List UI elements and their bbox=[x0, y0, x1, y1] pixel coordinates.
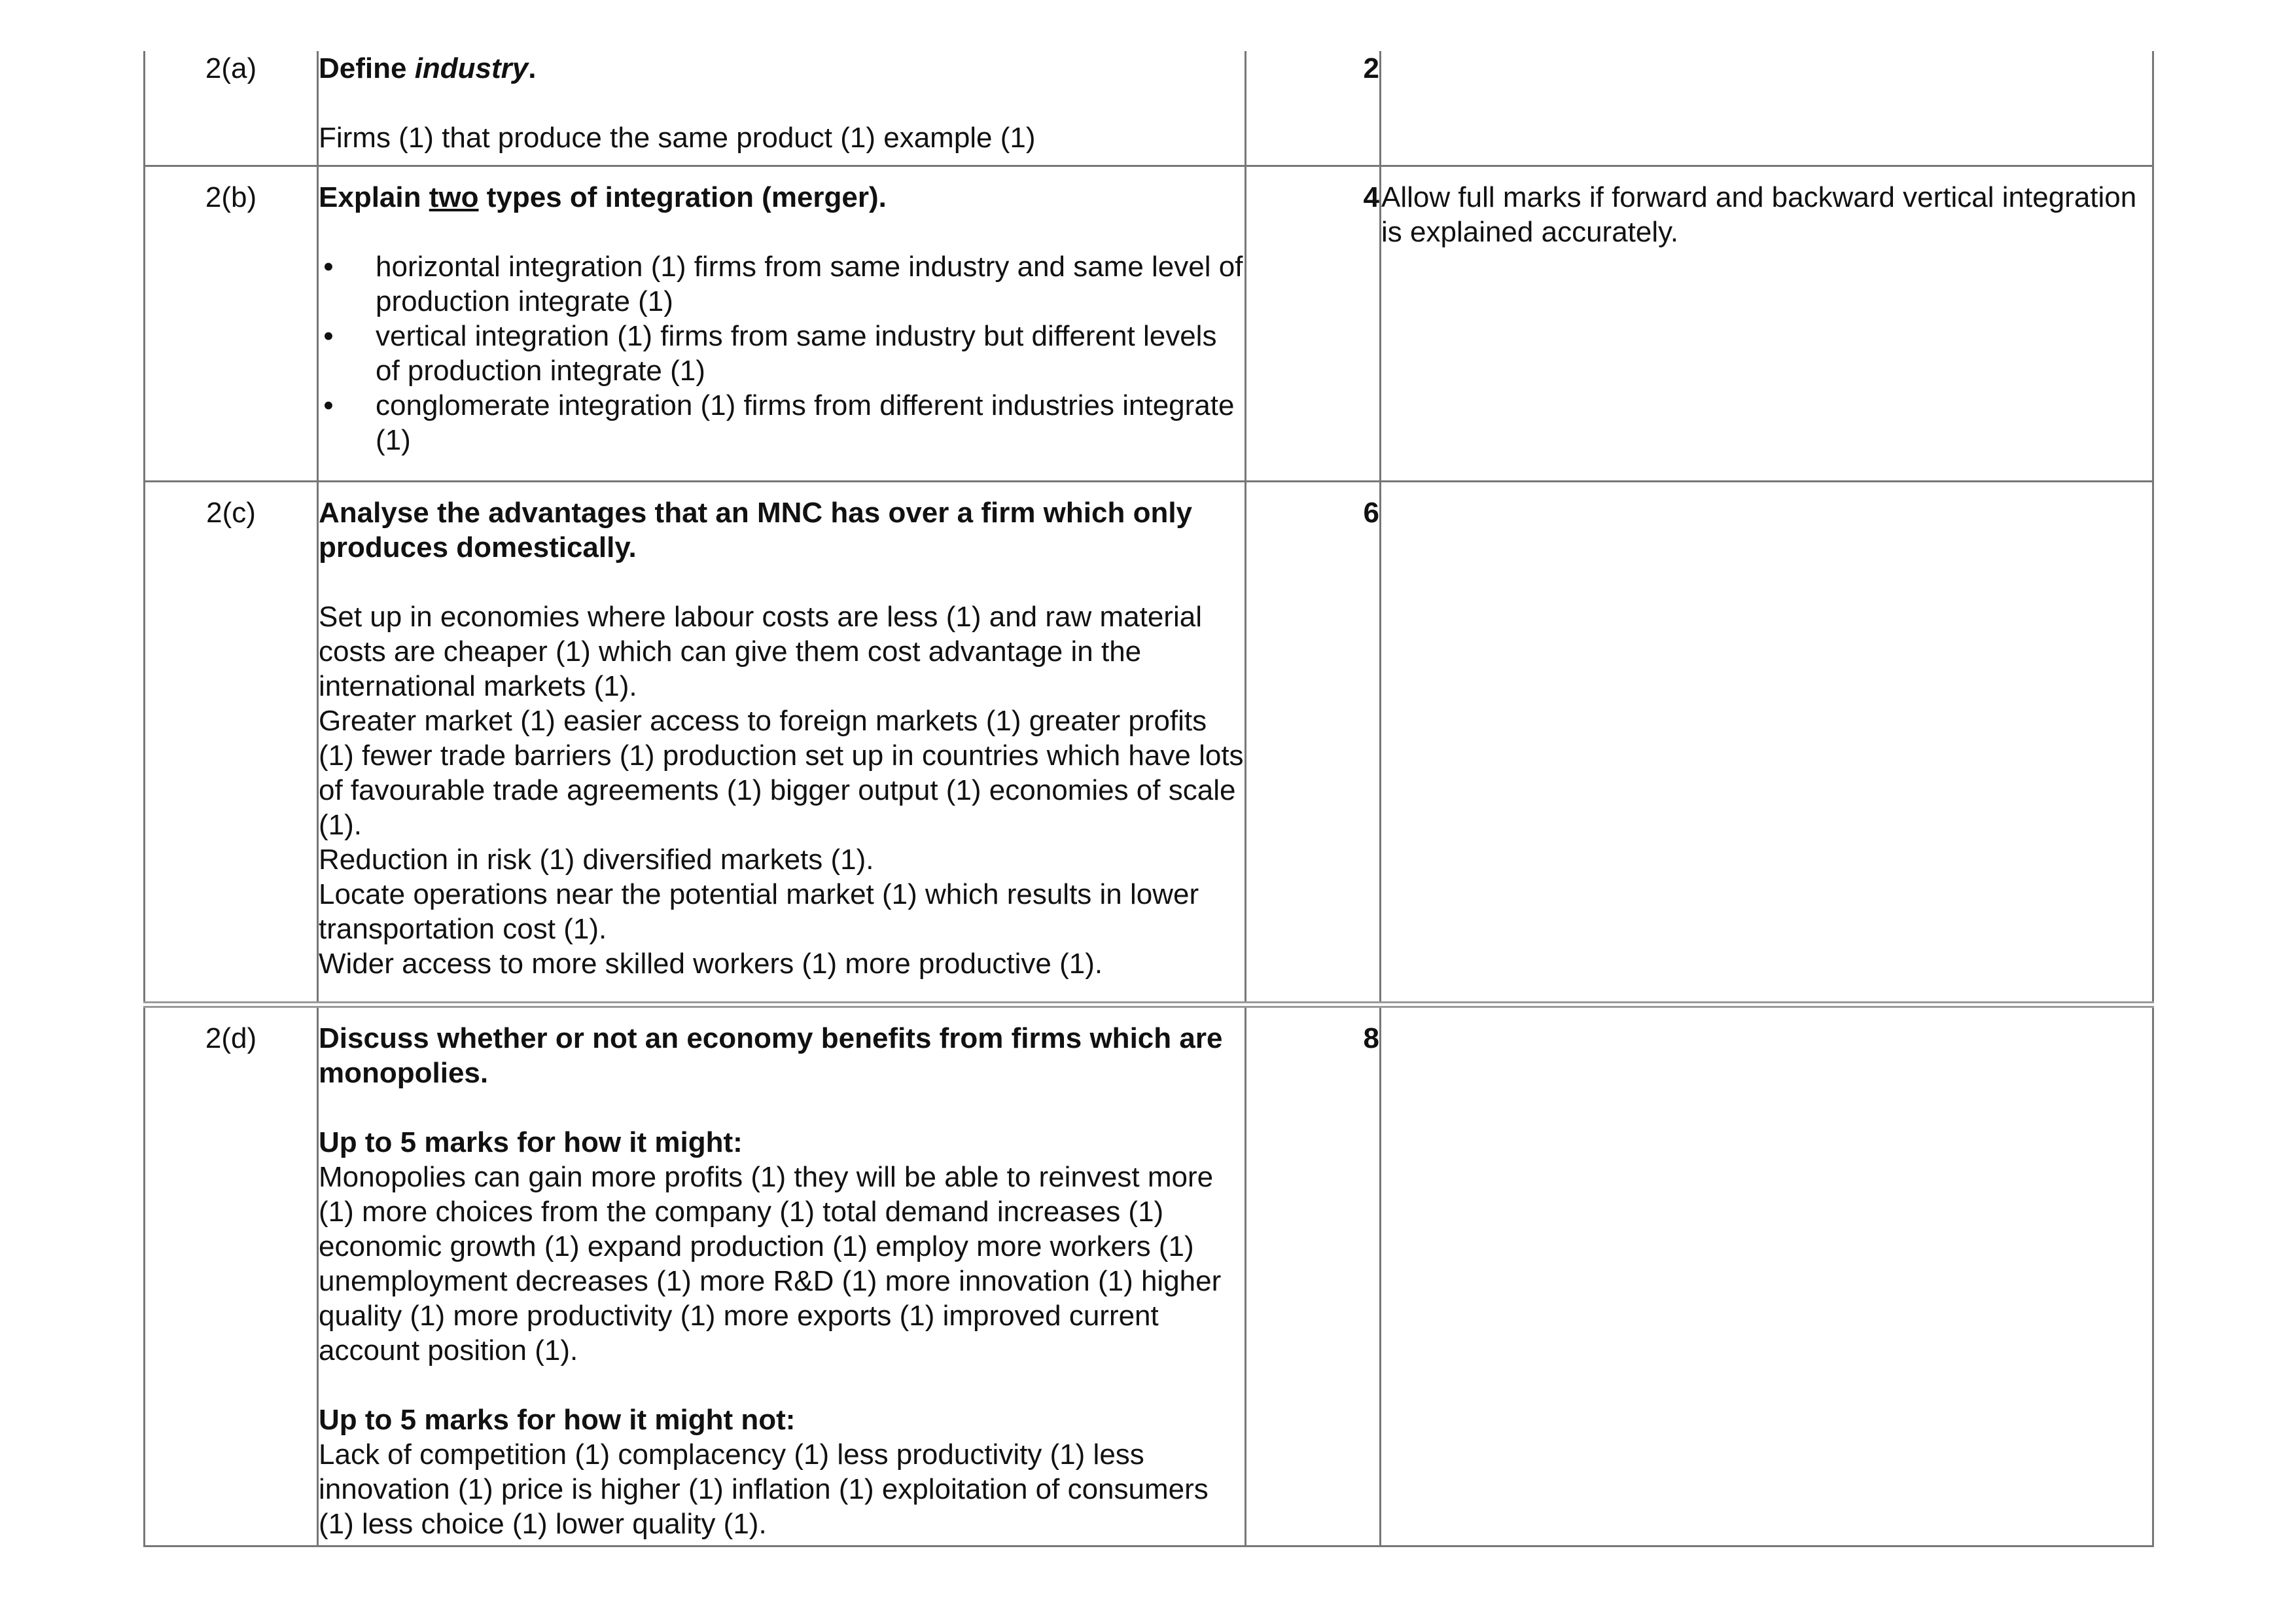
marks-value: 6 bbox=[1363, 497, 1379, 529]
answer-paragraph: Locate operations near the potential market (1) which results in lower transportation cost (1). bbox=[319, 878, 1199, 945]
bullet-icon: • bbox=[323, 251, 334, 283]
marks-value: 4 bbox=[1363, 181, 1379, 213]
question-number: 2(c) bbox=[206, 497, 256, 529]
question-number: 2(d) bbox=[205, 1022, 257, 1054]
marks-cell bbox=[1246, 482, 1381, 1005]
mark-scheme-table bbox=[143, 51, 2154, 1547]
question-row-2a bbox=[145, 51, 2153, 166]
answer-paragraph: Set up in economies where labour costs are less (1) and raw material costs are cheaper (1) which can give them cost advantage in the international markets (1). bbox=[319, 601, 1202, 702]
question-number-cell bbox=[145, 1005, 318, 1546]
question-title: Analyse the advantages that an MNC has over a firm which only produces domestically. bbox=[319, 497, 1193, 563]
section-heading: Up to 5 marks for how it might not: bbox=[319, 1404, 796, 1436]
marks-cell bbox=[1246, 51, 1381, 166]
answer-paragraph: Monopolies can gain more profits (1) they will be able to reinvest more (1) more choices from the company (1) total demand increases (1) economic growth (1) expand production (1) employ more workers (1) unemployment decreases (1) more R&D (1) more innovation (1) higher quality (1) more productivity (1) more exports (1) improved current account position (1). bbox=[319, 1161, 1222, 1367]
list-item: • conglomerate integration (1) firms from different industries integrate (1) bbox=[319, 388, 1245, 457]
answer-paragraph: Reduction in risk (1) diversified markets (1). bbox=[319, 844, 874, 876]
guidance-text: Allow full marks if forward and backward vertical integration is explained accurately. bbox=[1381, 181, 2137, 248]
answer-cell bbox=[318, 1005, 1246, 1546]
guidance-cell bbox=[1381, 166, 2153, 482]
question-title: Discuss whether or not an economy benefits from firms which are monopolies. bbox=[319, 1022, 1223, 1089]
answer-cell bbox=[318, 166, 1246, 482]
answer-cell bbox=[318, 51, 1246, 166]
question-title: Explain two types of integration (merger). bbox=[319, 181, 887, 213]
marks-value: 2 bbox=[1363, 52, 1379, 84]
marks-value: 8 bbox=[1363, 1022, 1379, 1054]
question-number-cell bbox=[145, 166, 318, 482]
bullet-icon: • bbox=[323, 320, 334, 352]
question-row-2d bbox=[145, 1005, 2153, 1546]
list-item: • horizontal integration (1) firms from same industry and same level of production integrate (1) bbox=[319, 249, 1245, 319]
marks-cell bbox=[1246, 166, 1381, 482]
list-item: • vertical integration (1) firms from same industry but different levels of production integrate (1) bbox=[319, 319, 1245, 388]
guidance-cell bbox=[1381, 1005, 2153, 1546]
question-number: 2(a) bbox=[205, 52, 257, 84]
question-row-2b bbox=[145, 166, 2153, 482]
answer-paragraph: Lack of competition (1) complacency (1) less productivity (1) less innovation (1) price is higher (1) inflation (1) exploitation of consumers (1) less choice (1) lower quality (1). bbox=[319, 1438, 1209, 1540]
answer-bullet-list bbox=[319, 249, 1245, 457]
bullet-icon: • bbox=[323, 389, 334, 421]
marks-cell bbox=[1246, 1005, 1381, 1546]
guidance-cell bbox=[1381, 482, 2153, 1005]
answer-paragraph: Greater market (1) easier access to foreign markets (1) greater profits (1) fewer trade barriers (1) production set up in countries which have lots of favourable trade agreements (1) bigger output (1) economies of scale (1). bbox=[319, 705, 1244, 841]
answer-paragraph: Wider access to more skilled workers (1) more productive (1). bbox=[319, 948, 1103, 980]
answer-cell bbox=[318, 482, 1246, 1005]
section-heading: Up to 5 marks for how it might: bbox=[319, 1126, 743, 1158]
answer-text: Firms (1) that produce the same product (1) example (1) bbox=[319, 122, 1036, 154]
question-row-2c bbox=[145, 482, 2153, 1005]
question-number-cell bbox=[145, 51, 318, 166]
guidance-cell bbox=[1381, 51, 2153, 166]
question-number: 2(b) bbox=[205, 181, 257, 213]
question-title: Define industry. bbox=[319, 52, 537, 84]
question-number-cell bbox=[145, 482, 318, 1005]
